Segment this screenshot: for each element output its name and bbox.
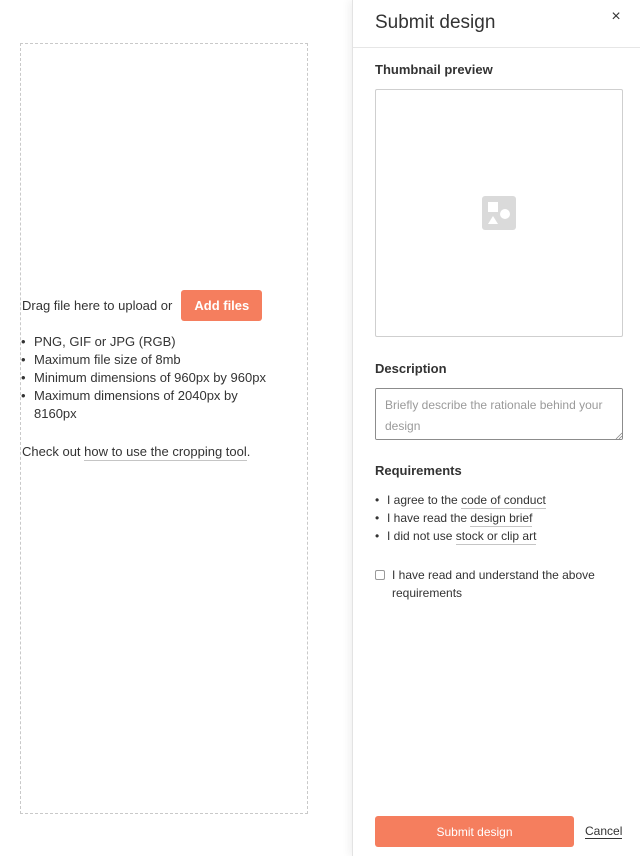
- file-dropzone[interactable]: [20, 43, 308, 814]
- code-of-conduct-link[interactable]: code of conduct: [461, 493, 546, 507]
- requirement-text: I have read the: [387, 511, 471, 525]
- cropping-note: [22, 444, 250, 459]
- submit-design-panel: [352, 0, 640, 856]
- requirement-item: [387, 491, 546, 509]
- add-files-button[interactable]: Add files: [181, 290, 262, 321]
- close-icon[interactable]: ×: [611, 8, 621, 25]
- panel-header: [353, 0, 640, 48]
- file-spec-list: [34, 333, 274, 423]
- panel-title: Submit design: [375, 12, 496, 33]
- spec-item: • PNG, GIF or JPG (RGB): [34, 333, 274, 351]
- spec-item: • Maximum file size of 8mb: [34, 351, 274, 369]
- agree-checkbox[interactable]: [375, 570, 385, 580]
- resize-grip-icon[interactable]: [615, 432, 623, 440]
- requirement-text: I did not use: [387, 529, 456, 543]
- spec-item: • Maximum dimensions of 2040px by 8160px: [34, 387, 274, 423]
- cancel-link[interactable]: Cancel: [585, 824, 623, 838]
- requirement-item: [387, 509, 546, 527]
- crop-prefix: Check out: [22, 444, 85, 459]
- image-placeholder-icon: [482, 196, 516, 230]
- thumbnail-preview: [375, 89, 623, 337]
- requirement-text: I agree to the: [387, 493, 462, 507]
- cropping-tool-link[interactable]: how to use the cropping tool: [84, 444, 247, 459]
- description-heading: Description: [375, 361, 447, 376]
- requirements-heading: Requirements: [375, 463, 462, 478]
- agree-label: I have read and understand the above requirements: [392, 568, 595, 600]
- agree-requirements-row[interactable]: [375, 566, 625, 602]
- spec-item: • Minimum dimensions of 960px by 960px: [34, 369, 274, 387]
- stock-clip-art-link[interactable]: stock or clip art: [455, 529, 537, 543]
- submit-design-button[interactable]: Submit design: [375, 816, 574, 847]
- requirements-list: [387, 491, 546, 545]
- upload-row: [22, 290, 262, 321]
- description-input[interactable]: [375, 388, 623, 440]
- requirement-item: [387, 527, 546, 545]
- upload-prompt: Drag file here to upload or: [22, 298, 173, 313]
- crop-suffix: .: [246, 444, 251, 459]
- thumbnail-heading: Thumbnail preview: [375, 62, 493, 77]
- design-brief-link[interactable]: design brief: [470, 511, 533, 525]
